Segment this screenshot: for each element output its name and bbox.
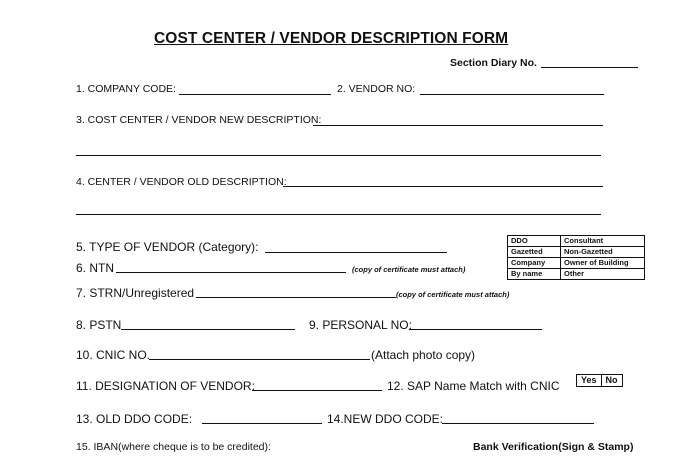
new-description-field-2[interactable] xyxy=(76,155,601,156)
pstn-field[interactable] xyxy=(121,329,295,330)
strn-field[interactable] xyxy=(196,297,396,298)
personal-no-field[interactable] xyxy=(409,329,542,330)
category-cell[interactable]: By name xyxy=(508,269,561,280)
old-description-field-2[interactable] xyxy=(76,214,601,215)
vendor-no-field[interactable] xyxy=(420,94,604,95)
company-code-field[interactable] xyxy=(179,94,331,95)
ntn-note: (copy of certificate must attach) xyxy=(352,265,466,274)
old-ddo-field[interactable] xyxy=(202,423,322,424)
personal-no-label: 9. PERSONAL NO: xyxy=(309,318,412,332)
bank-verification-label: Bank Verification(Sign & Stamp) xyxy=(473,441,634,453)
designation-label: 11. DESIGNATION OF VENDOR: xyxy=(76,379,255,393)
vendor-no-label: 2. VENDOR NO: xyxy=(337,83,416,95)
company-code-label: 1. COMPANY CODE: xyxy=(76,83,176,95)
type-of-vendor-label: 5. TYPE OF VENDOR (Category): xyxy=(76,240,259,254)
category-row xyxy=(508,269,645,280)
iban-label: 15. IBAN(where cheque is to be credited): xyxy=(76,441,271,453)
category-cell[interactable]: Consultant xyxy=(561,236,645,247)
category-cell[interactable]: DDO xyxy=(508,236,561,247)
type-of-vendor-field[interactable] xyxy=(265,252,447,253)
category-cell[interactable]: Other xyxy=(561,269,645,280)
yes-option[interactable]: Yes xyxy=(581,375,597,385)
category-cell[interactable]: Owner of Building xyxy=(561,258,645,269)
form-title: COST CENTER / VENDOR DESCRIPTION FORM xyxy=(154,30,509,47)
old-ddo-label: 13. OLD DDO CODE: xyxy=(76,412,193,426)
section-diary-label: Section Diary No. xyxy=(450,57,537,69)
sap-match-label: 12. SAP Name Match with CNIC xyxy=(387,379,560,393)
category-cell[interactable]: Company xyxy=(508,258,561,269)
section-diary-field[interactable] xyxy=(541,67,638,68)
no-option[interactable]: No xyxy=(601,375,622,386)
strn-label: 7. STRN/Unregistered xyxy=(76,286,195,300)
new-ddo-field[interactable] xyxy=(442,423,594,424)
strn-note: (copy of certificate must attach) xyxy=(396,290,510,299)
vendor-category-table xyxy=(507,235,645,280)
category-cell[interactable]: Gazetted xyxy=(508,247,561,258)
new-description-label: 3. COST CENTER / VENDOR NEW DESCRIPTION: xyxy=(76,114,322,126)
sap-match-yes-no xyxy=(576,374,623,387)
ntn-field[interactable] xyxy=(116,272,346,273)
new-ddo-label: 14.NEW DDO CODE: xyxy=(327,412,444,426)
cnic-label: 10. CNIC NO. xyxy=(76,348,151,362)
category-row xyxy=(508,258,645,269)
ntn-label: 6. NTN xyxy=(76,261,115,275)
pstn-label: 8. PSTN xyxy=(76,318,122,332)
cnic-field[interactable] xyxy=(149,359,370,360)
category-row xyxy=(508,247,645,258)
designation-field[interactable] xyxy=(252,390,382,391)
old-description-label: 4. CENTER / VENDOR OLD DESCRIPTION: xyxy=(76,176,287,188)
old-description-field-1[interactable] xyxy=(283,186,603,187)
new-description-field-1[interactable] xyxy=(313,125,603,126)
cnic-note: (Attach photo copy) xyxy=(371,348,476,362)
category-cell[interactable]: Non-Gazetted xyxy=(561,247,645,258)
category-row xyxy=(508,236,645,247)
